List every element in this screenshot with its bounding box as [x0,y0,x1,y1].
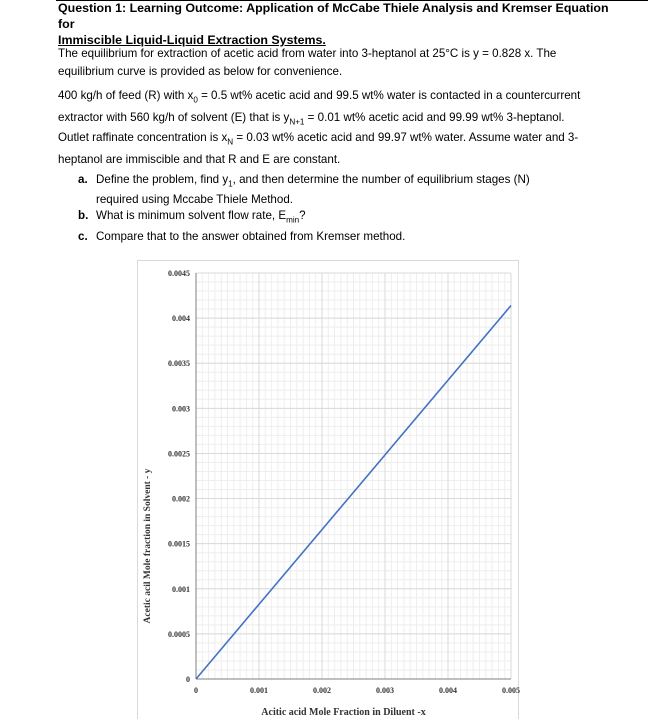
question-title-line1: Question 1: Learning Outcome: Application of McCabe Thiele Analysis and Kremser Equation for [58,1,609,31]
x-tick-label: 0.003 [376,686,394,695]
y-tick-label: 0.0045 [168,269,190,278]
equilibrium-paragraph [58,45,618,81]
x-tick-label: 0 [194,686,198,695]
y-tick-label: 0.001 [172,584,190,594]
equilibrium-chart [138,261,518,719]
x-tick-label: 0.002 [313,686,331,695]
part-b-marker: b. [78,209,89,223]
x-tick-label: 0.004 [439,686,457,695]
x-tick-label: 0.001 [250,686,268,695]
y-tick-label: 0.0015 [168,539,190,549]
question-title-line2: Immiscible Liquid-Liquid Extraction Systems. [58,33,326,47]
list-item [78,229,616,245]
part-a-text-b: , and then determine the number of equilibrium stages (N) [232,173,530,186]
part-a-text-a: Define the problem, find y [96,173,229,186]
p3-sub-n: N [227,137,234,147]
p2-text-b: = 0.5 wt% acetic acid and 99.5 wt% water is contacted in a countercurrent [197,89,581,102]
p3-text-c: heptanol are immiscible and that R and E are constant. [58,153,341,167]
y-tick-label: 0.0005 [168,629,190,639]
y-tick-label: 0.0035 [168,359,190,369]
p3-text-a: Outlet raffinate concentration is x [58,131,228,144]
part-c-marker: c. [78,229,88,243]
question-title [58,0,618,48]
p1-line2: equilibrium curve is provided as below for convenience. [58,65,343,78]
y-tick-label: 0 [186,675,190,684]
part-b-text-a: What is minimum solvent flow rate, E [96,209,287,223]
list-item [78,208,616,228]
p2-text-a: 400 kg/h of feed (R) with x [58,89,194,102]
list-item [78,172,616,208]
p2-sub-0: 0 [193,95,198,105]
part-a-text-c: required using Mccabe Thiele Method. [96,193,293,207]
y-tick-label: 0.004 [172,314,190,324]
x-axis-label: Acitic acid Mole Fraction in Diluent -x [261,707,426,718]
p2-sub-n1: N+1 [289,117,305,127]
part-a-marker: a. [78,173,88,186]
feed-paragraph [58,87,618,132]
y-axis-label: Acetic acil Mole fraction in Solvent - y [143,468,153,624]
part-b-sub: min [286,215,300,225]
y-tick-label: 0.0025 [168,449,190,459]
y-tick-label: 0.002 [172,494,190,504]
x-tick-label: 0.005 [502,686,520,695]
p2-text-c: extractor with 560 kg/h of solvent (E) that is y [58,111,290,125]
part-b-text-b: ? [299,209,306,223]
p2-text-d: = 0.01 wt% acetic acid and 99.99 wt% 3-heptanol. [304,111,565,125]
equilibrium-chart-frame [137,260,519,719]
y-tick-label: 0.003 [172,404,190,414]
part-c-text-a: Compare that to the answer obtained from Kremser method. [96,229,406,243]
p1-line1: The equilibrium for extraction of acetic acid from water into 3-heptanol at 25°C is y = 0.828 x. The [58,47,557,60]
raffinate-paragraph [58,129,618,169]
part-a-sub: 1 [228,179,233,189]
p3-text-b: = 0.03 wt% acetic acid and 99.97 wt% water. Assume water and 3- [233,131,579,144]
question-parts-list [58,172,616,245]
